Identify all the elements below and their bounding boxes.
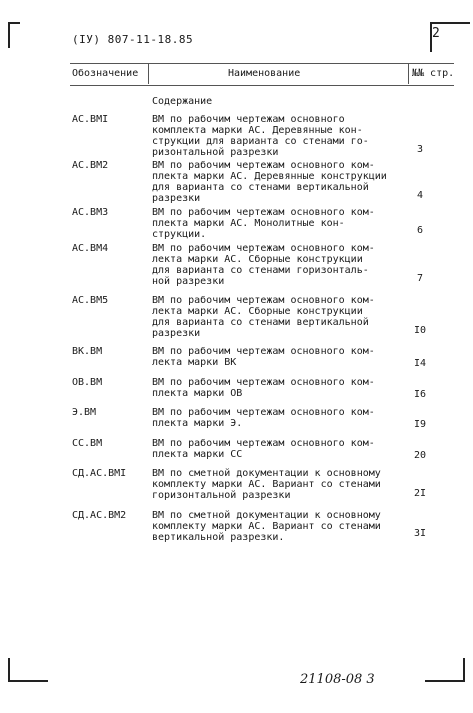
entry-code: АС.ВМ2 bbox=[72, 160, 109, 171]
entry-title: ВМ по рабочим чертежам основного ком- плекта марки АС. Монолитные кон- струкции. bbox=[152, 207, 375, 240]
entry-page: 3I bbox=[413, 528, 427, 539]
entry-title: ВМ по рабочим чертежам основного ком- плекта марки АС. Деревянные конструкции для варианта со стенами вертикальной разрезки bbox=[152, 160, 387, 204]
entry-code: ОВ.ВМ bbox=[72, 377, 103, 388]
document-code: (IУ) 807-11-18.85 bbox=[72, 33, 194, 46]
entry-code: СС.ВМ bbox=[72, 438, 103, 449]
header-divider-1 bbox=[148, 64, 149, 84]
entry-page: I9 bbox=[413, 419, 427, 430]
entry-title: ВМ по сметной документации к основному комплекту марки АС. Вариант со стенами вертикальной разрезки. bbox=[152, 510, 381, 543]
entry-title: ВМ по рабочим чертежам основного ком- лекта марки АС. Сборные конструкции для варианта со стенами вертикальной разрезки bbox=[152, 295, 375, 339]
column-header-name: Наименование bbox=[228, 68, 301, 79]
entry-page: 4 bbox=[416, 190, 424, 201]
header-top-rule bbox=[70, 63, 454, 64]
column-header-designation: Обозначение bbox=[72, 68, 139, 79]
header-divider-2 bbox=[408, 64, 409, 84]
entry-code: АС.ВМ5 bbox=[72, 295, 109, 306]
entry-title: ВМ по рабочим чертежам основного ком- плекта марки ОВ bbox=[152, 377, 375, 399]
entry-title: ВМ по рабочим чертежам основного ком- лекта марки ВК bbox=[152, 346, 375, 368]
entry-code: АС.ВМ3 bbox=[72, 207, 109, 218]
entry-title: ВМ по рабочим чертежам основного ком- плекта марки СС bbox=[152, 438, 375, 460]
entry-title: ВМ по рабочим чертежам основного ком- плекта марки Э. bbox=[152, 407, 375, 429]
entry-page: I6 bbox=[413, 389, 427, 400]
entry-code: ВК.ВМ bbox=[72, 346, 103, 357]
frame-corner-bottom-left bbox=[8, 658, 48, 682]
entry-code: АС.ВМ4 bbox=[72, 243, 109, 254]
entry-code: Э.ВМ bbox=[72, 407, 97, 418]
entry-code: СД.АС.ВМI bbox=[72, 468, 127, 479]
entry-code: СД.АС.ВМ2 bbox=[72, 510, 127, 521]
entry-code: АС.ВМI bbox=[72, 114, 109, 125]
entry-page: 6 bbox=[416, 225, 424, 236]
entry-page: I0 bbox=[413, 325, 427, 336]
frame-corner-bottom-right bbox=[425, 658, 465, 682]
entry-page: 2I bbox=[413, 488, 427, 499]
entry-page: I4 bbox=[413, 358, 427, 369]
bottom-code: 21108-08 3 bbox=[300, 672, 375, 687]
entry-title: ВМ по сметной документации к основному комплекту марки АС. Вариант со стенами горизонтальной разрезки bbox=[152, 468, 381, 501]
entry-title: ВМ по рабочим чертежам основного ком- лекта марки АС. Сборные конструкции для варианта со стенами горизонталь- ной разрезки bbox=[152, 243, 375, 287]
frame-corner-top-left bbox=[8, 22, 20, 48]
header-bottom-rule bbox=[70, 85, 454, 86]
entry-page: 20 bbox=[413, 450, 427, 461]
entry-title: ВМ по рабочим чертежам основного комплекта марки АС. Деревянные кон- струкции для варианта со стенами го- ризонтальной разрезки bbox=[152, 114, 369, 158]
entry-page: 3 bbox=[416, 144, 424, 155]
column-header-page: №№ стр. bbox=[412, 68, 455, 79]
contents-title: Содержание bbox=[152, 96, 213, 107]
entry-page: 7 bbox=[416, 273, 424, 284]
page-number: 2 bbox=[432, 26, 440, 41]
